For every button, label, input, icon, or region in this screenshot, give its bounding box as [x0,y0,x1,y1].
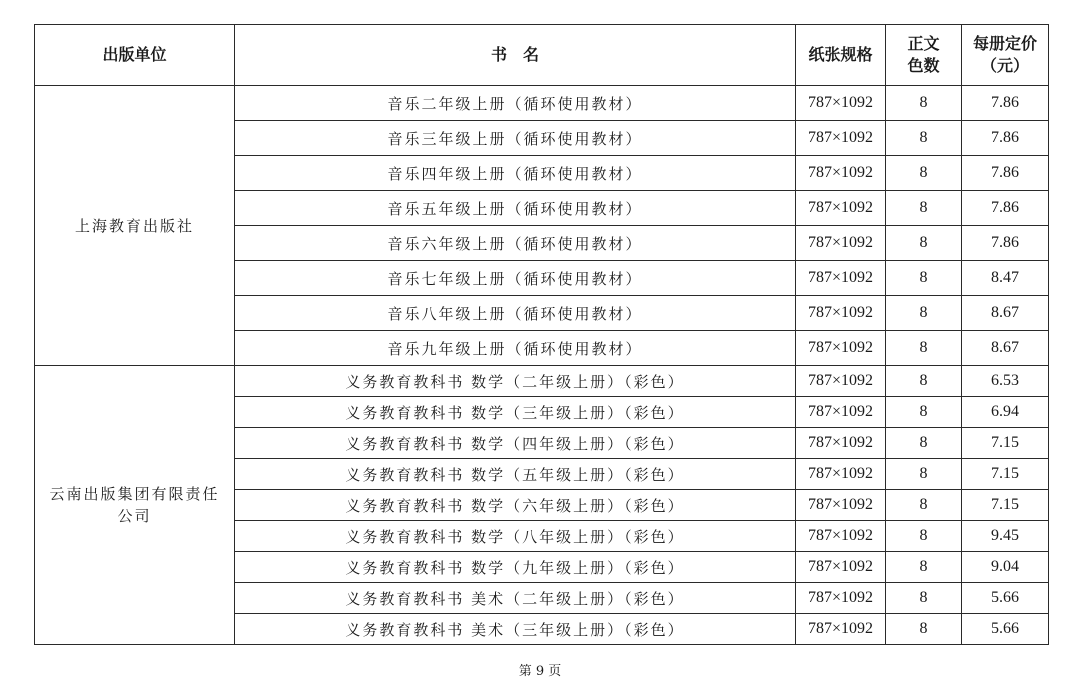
page-number: 第 9 页 [518,664,562,679]
unit-price: 8.67 [962,296,1049,331]
book-title: 义务教育教科书 数学（八年级上册）（彩色） [235,521,796,552]
publisher-line2: 公司 [117,507,152,525]
color-count: 8 [886,552,962,583]
book-title: 音乐八年级上册（循环使用教材） [235,296,796,331]
paper-size: 787×1092 [796,121,886,156]
book-title: 义务教育教科书 数学（四年级上册）（彩色） [235,428,796,459]
unit-price: 7.86 [962,191,1049,226]
header-price [962,25,1049,86]
unit-price: 8.47 [962,261,1049,296]
book-title: 音乐五年级上册（循环使用教材） [235,191,796,226]
book-title: 音乐六年级上册（循环使用教材） [235,226,796,261]
header-colors-line2: 色数 [907,56,940,75]
unit-price: 7.86 [962,121,1049,156]
book-title: 义务教育教科书 数学（六年级上册）（彩色） [235,490,796,521]
header-colors [886,25,962,86]
color-count: 8 [886,191,962,226]
paper-size: 787×1092 [796,366,886,397]
color-count: 8 [886,397,962,428]
unit-price: 5.66 [962,614,1049,645]
color-count: 8 [886,226,962,261]
paper-size: 787×1092 [796,331,886,366]
publisher-cell: 上海教育出版社 [35,86,235,366]
unit-price: 7.15 [962,428,1049,459]
paper-size: 787×1092 [796,459,886,490]
color-count: 8 [886,521,962,552]
book-title: 义务教育教科书 数学（三年级上册）（彩色） [235,397,796,428]
book-title: 音乐三年级上册（循环使用教材） [235,121,796,156]
color-count: 8 [886,583,962,614]
publisher-line1: 云南出版集团有限责任 [49,485,220,503]
paper-size: 787×1092 [796,296,886,331]
header-price-line1: 每册定价 [972,34,1037,53]
unit-price: 7.15 [962,490,1049,521]
book-title: 音乐九年级上册（循环使用教材） [235,331,796,366]
unit-price: 8.67 [962,331,1049,366]
table-row [35,366,1049,397]
header-price-line2: （元） [980,56,1029,75]
unit-price: 7.86 [962,226,1049,261]
book-title: 音乐二年级上册（循环使用教材） [235,86,796,121]
header-publisher: 出版单位 [35,25,235,86]
unit-price: 6.53 [962,366,1049,397]
paper-size: 787×1092 [796,552,886,583]
color-count: 8 [886,86,962,121]
paper-size: 787×1092 [796,86,886,121]
color-count: 8 [886,366,962,397]
book-title: 音乐四年级上册（循环使用教材） [235,156,796,191]
color-count: 8 [886,261,962,296]
paper-size: 787×1092 [796,583,886,614]
color-count: 8 [886,490,962,521]
header-row [35,25,1049,86]
publisher-cell [35,366,235,645]
book-title: 音乐七年级上册（循环使用教材） [235,261,796,296]
color-count: 8 [886,156,962,191]
color-count: 8 [886,331,962,366]
book-title: 义务教育教科书 数学（二年级上册）（彩色） [235,366,796,397]
unit-price: 9.04 [962,552,1049,583]
unit-price: 7.86 [962,156,1049,191]
paper-size: 787×1092 [796,191,886,226]
paper-size: 787×1092 [796,156,886,191]
paper-size: 787×1092 [796,397,886,428]
header-paper: 纸张规格 [796,25,886,86]
book-title: 义务教育教科书 美术（二年级上册）（彩色） [235,583,796,614]
paper-size: 787×1092 [796,261,886,296]
paper-size: 787×1092 [796,490,886,521]
header-colors-line1: 正文 [907,34,940,53]
unit-price: 5.66 [962,583,1049,614]
color-count: 8 [886,428,962,459]
color-count: 8 [886,459,962,490]
unit-price: 9.45 [962,521,1049,552]
price-table [34,24,1049,645]
color-count: 8 [886,296,962,331]
table-row [35,86,1049,121]
paper-size: 787×1092 [796,521,886,552]
book-title: 义务教育教科书 数学（五年级上册）（彩色） [235,459,796,490]
paper-size: 787×1092 [796,226,886,261]
color-count: 8 [886,121,962,156]
unit-price: 7.15 [962,459,1049,490]
unit-price: 7.86 [962,86,1049,121]
book-title: 义务教育教科书 美术（三年级上册）（彩色） [235,614,796,645]
header-title: 书 名 [235,25,796,86]
book-title: 义务教育教科书 数学（九年级上册）（彩色） [235,552,796,583]
paper-size: 787×1092 [796,428,886,459]
color-count: 8 [886,614,962,645]
paper-size: 787×1092 [796,614,886,645]
unit-price: 6.94 [962,397,1049,428]
